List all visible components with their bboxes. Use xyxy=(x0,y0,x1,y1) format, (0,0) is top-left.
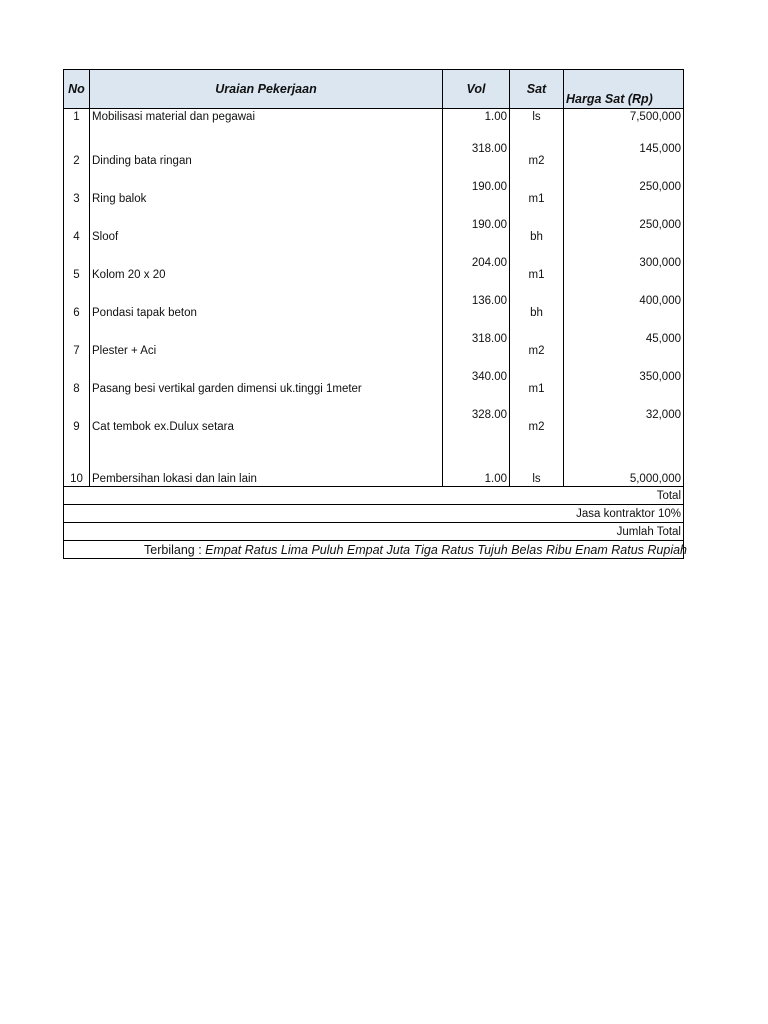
cost-table xyxy=(63,69,687,559)
amount-in-words-cell xyxy=(64,541,687,559)
table-row xyxy=(64,445,684,487)
cell-no: 4 xyxy=(64,217,90,255)
cell-no: 6 xyxy=(64,293,90,331)
header-no: No xyxy=(64,70,90,109)
cell-price: 250,000 xyxy=(564,217,684,255)
cell-sat: bh xyxy=(510,217,564,255)
cell-no: 7 xyxy=(64,331,90,369)
cell-sat: m2 xyxy=(510,331,564,369)
cell-price: 400,000 xyxy=(564,293,684,331)
contractor-fee-label: Jasa kontraktor 10% xyxy=(64,505,684,523)
cell-description: Ring balok xyxy=(90,179,443,217)
table-row xyxy=(64,217,684,255)
amount-in-words-row xyxy=(64,541,684,559)
total-label: Total xyxy=(64,487,684,505)
cell-price: 45,000 xyxy=(564,331,684,369)
cell-sat: m1 xyxy=(510,255,564,293)
amount-in-words-label: Terbilang : xyxy=(144,542,206,557)
cell-price: 250,000 xyxy=(564,179,684,217)
cell-description: Pasang besi vertikal garden dimensi uk.tinggi 1meter xyxy=(90,369,443,407)
amount-in-words-value: Empat Ratus Lima Puluh Empat Juta Tiga Ratus Tujuh Belas Ribu Enam Ratus Rupiah xyxy=(205,542,687,557)
cell-price: 7,500,000 xyxy=(564,109,684,142)
cell-no: 2 xyxy=(64,141,90,179)
cell-vol: 190.00 xyxy=(443,179,510,217)
cell-vol: 204.00 xyxy=(443,255,510,293)
header-vol: Vol xyxy=(443,70,510,109)
cell-sat: bh xyxy=(510,293,564,331)
cell-no: 8 xyxy=(64,369,90,407)
header-price: Harga Sat (Rp) xyxy=(564,70,684,109)
cell-description: Sloof xyxy=(90,217,443,255)
cell-sat: m1 xyxy=(510,179,564,217)
header-row xyxy=(64,70,684,109)
cell-no: 9 xyxy=(64,407,90,445)
table-row xyxy=(64,331,684,369)
cell-vol: 1.00 xyxy=(443,109,510,142)
table-row xyxy=(64,179,684,217)
grand-total-row xyxy=(64,523,684,541)
cell-description: Kolom 20 x 20 xyxy=(90,255,443,293)
cell-vol: 136.00 xyxy=(443,293,510,331)
cell-description: Mobilisasi material dan pegawai xyxy=(90,109,443,142)
table-row xyxy=(64,369,684,407)
cell-sat: m2 xyxy=(510,407,564,445)
cell-vol: 328.00 xyxy=(443,407,510,445)
cell-no: 5 xyxy=(64,255,90,293)
cell-vol: 318.00 xyxy=(443,331,510,369)
budget-sheet xyxy=(63,69,687,557)
cell-vol: 340.00 xyxy=(443,369,510,407)
cell-price: 5,000,000 xyxy=(564,445,684,487)
cell-no: 10 xyxy=(64,445,90,487)
cell-description: Pondasi tapak beton xyxy=(90,293,443,331)
grand-total-label: Jumlah Total xyxy=(64,523,684,541)
cell-vol: 190.00 xyxy=(443,217,510,255)
cell-sat: m1 xyxy=(510,369,564,407)
cell-description: Pembersihan lokasi dan lain lain xyxy=(90,445,443,487)
table-row xyxy=(64,293,684,331)
header-sat: Sat xyxy=(510,70,564,109)
table-row xyxy=(64,407,684,445)
cell-price: 350,000 xyxy=(564,369,684,407)
cell-price: 32,000 xyxy=(564,407,684,445)
cell-price: 145,000 xyxy=(564,141,684,179)
cell-sat: m2 xyxy=(510,141,564,179)
cell-description: Plester + Aci xyxy=(90,331,443,369)
cell-no: 3 xyxy=(64,179,90,217)
cell-vol: 318.00 xyxy=(443,141,510,179)
cell-sat: ls xyxy=(510,109,564,142)
cell-price: 300,000 xyxy=(564,255,684,293)
cell-sat: ls xyxy=(510,445,564,487)
table-row xyxy=(64,141,684,179)
cell-no: 1 xyxy=(64,109,90,142)
cell-description: Cat tembok ex.Dulux setara xyxy=(90,407,443,445)
cell-vol: 1.00 xyxy=(443,445,510,487)
header-description: Uraian Pekerjaan xyxy=(90,70,443,109)
contractor-fee-row xyxy=(64,505,684,523)
total-row xyxy=(64,487,684,505)
table-row xyxy=(64,109,684,142)
cell-description: Dinding bata ringan xyxy=(90,141,443,179)
table-row xyxy=(64,255,684,293)
